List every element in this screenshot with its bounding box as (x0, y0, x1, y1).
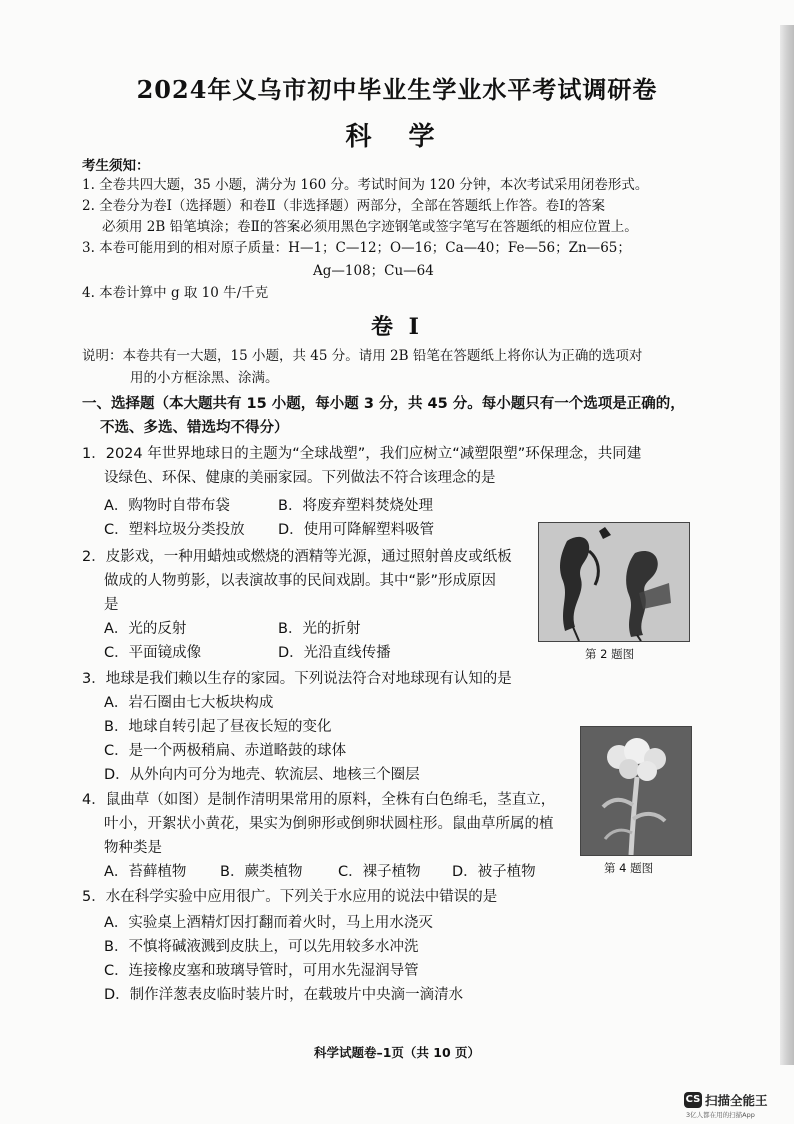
q1-stem-line2: 设绿色、环保、健康的美丽家园。下列做法不符合该理念的是 (104, 470, 496, 486)
exam-title: 2024年义乌市初中毕业生学业水平考试调研卷 (136, 75, 658, 104)
q5-option-a: A．实验桌上酒精灯因打翻而着火时，马上用水浇灭 (104, 915, 433, 931)
q4-figure-caption: 第 4 题图 (604, 861, 654, 875)
q1-option-d: D．使用可降解塑料吸管 (278, 522, 435, 538)
camscanner-logo-icon: CS (684, 1092, 702, 1108)
q3-option-d: D．从外向内可分为地壳、软流层、地核三个圈层 (104, 767, 420, 783)
q1-option-b: B．将废弃塑料焚烧处理 (278, 498, 433, 514)
notice-item-3: 3. 本卷可能用到的相对原子质量：H—1；C—12；O—16；Ca—40；Fe—56；Zn—65； (82, 240, 631, 256)
watermark-subtitle: 3亿人都在用的扫描App (686, 1111, 755, 1119)
q5-option-b: B．不慎将碱液溅到皮肤上，可以先用较多水冲洗 (104, 939, 419, 955)
q2-stem-line2: 做成的人物剪影，以表演故事的民间戏剧。其中“影”形成原因 (104, 573, 497, 589)
volume-note-line1: 说明：本卷共有一大题，15 小题，共 45 分。请用 2B 铅笔在答题纸上将你认为正确的选项对 (82, 348, 643, 364)
volume-title: 卷 Ⅰ (371, 314, 423, 340)
notice-item-1: 1. 全卷共四大题，35 小题，满分为 160 分。考试时间为 120 分钟，本次考试采用闭卷形式。 (82, 177, 649, 193)
q2-option-b: B．光的折射 (278, 621, 361, 637)
q5-option-d: D．制作洋葱表皮临时装片时，在载玻片中央滴一滴清水 (104, 987, 464, 1003)
notice-item-3-cont: Ag—108；Cu—64 (313, 263, 434, 279)
watermark-title: 扫描全能王 (705, 1093, 768, 1108)
section-heading-line2: 不选、多选、错选均不得分） (100, 420, 289, 436)
q2-stem-line3: 是 (104, 597, 119, 613)
q4-stem-line3: 物种类是 (104, 840, 162, 856)
q3-option-c: C．是一个两极稍扁、赤道略鼓的球体 (104, 743, 347, 759)
subject-title: 科 学 (345, 122, 449, 152)
cudweed-plant-figure (580, 726, 692, 856)
q4-option-d: D．被子植物 (452, 864, 536, 880)
notice-item-2-cont: 必须用 2B 铅笔填涂；卷Ⅱ的答案必须用黑色字迹钢笔或签字笔写在答题纸的相应位置上。 (102, 219, 638, 235)
q1-option-c: C．塑料垃圾分类投放 (104, 522, 245, 538)
q3-option-b: B．地球自转引起了昼夜长短的变化 (104, 719, 332, 735)
q2-figure-caption: 第 2 题图 (585, 647, 635, 661)
volume-note-line2: 用的小方框涂黑、涂满。 (130, 370, 279, 386)
q1-option-a: A．购物时自带布袋 (104, 498, 230, 514)
scan-edge-shadow (780, 25, 794, 1065)
q2-option-c: C．平面镜成像 (104, 645, 202, 661)
q4-stem-line2: 叶小，开絮状小黄花，果实为倒卵形或倒卵状圆柱形。鼠曲草所属的植 (104, 816, 554, 832)
q2-option-d: D．光沿直线传播 (278, 645, 391, 661)
page-footer: 科学试题卷–1页（共 10 页） (313, 1045, 481, 1060)
q1-stem-line1: 1．2024 年世界地球日的主题为“全球战塑”，我们应树立“减塑限塑”环保理念，共同建 (82, 446, 642, 462)
q3-stem: 3．地球是我们赖以生存的家园。下列说法符合对地球现有认知的是 (82, 671, 512, 687)
section-heading-line1: 一、选择题（本大题共有 15 小题，每小题 3 分，共 45 分。每小题只有一个选项是正确的， (82, 396, 685, 412)
q4-option-b: B．蕨类植物 (220, 864, 303, 880)
notice-item-4: 4. 本卷计算中 g 取 10 牛/千克 (82, 285, 269, 301)
q4-option-c: C．裸子植物 (338, 864, 421, 880)
q4-stem-line1: 4．鼠曲草（如图）是制作清明果常用的原料，全株有白色绵毛，茎直立， (82, 792, 556, 808)
q2-option-a: A．光的反射 (104, 621, 187, 637)
q4-option-a: A．苔藓植物 (104, 864, 187, 880)
shadow-puppet-figure (538, 522, 690, 642)
notice-heading: 考生须知： (82, 158, 150, 174)
q5-stem: 5．水在科学实验中应用很广。下列关于水应用的说法中错误的是 (82, 889, 498, 905)
notice-item-2: 2. 全卷分为卷Ⅰ（选择题）和卷Ⅱ（非选择题）两部分，全部在答题纸上作答。卷Ⅰ的答案 (82, 198, 606, 214)
q3-option-a: A．岩石圈由七大板块构成 (104, 695, 274, 711)
q2-stem-line1: 2．皮影戏，一种用蜡烛或燃烧的酒精等光源，通过照射兽皮或纸板 (82, 549, 512, 565)
q5-option-c: C．连接橡皮塞和玻璃导管时，可用水先湿润导管 (104, 963, 419, 979)
